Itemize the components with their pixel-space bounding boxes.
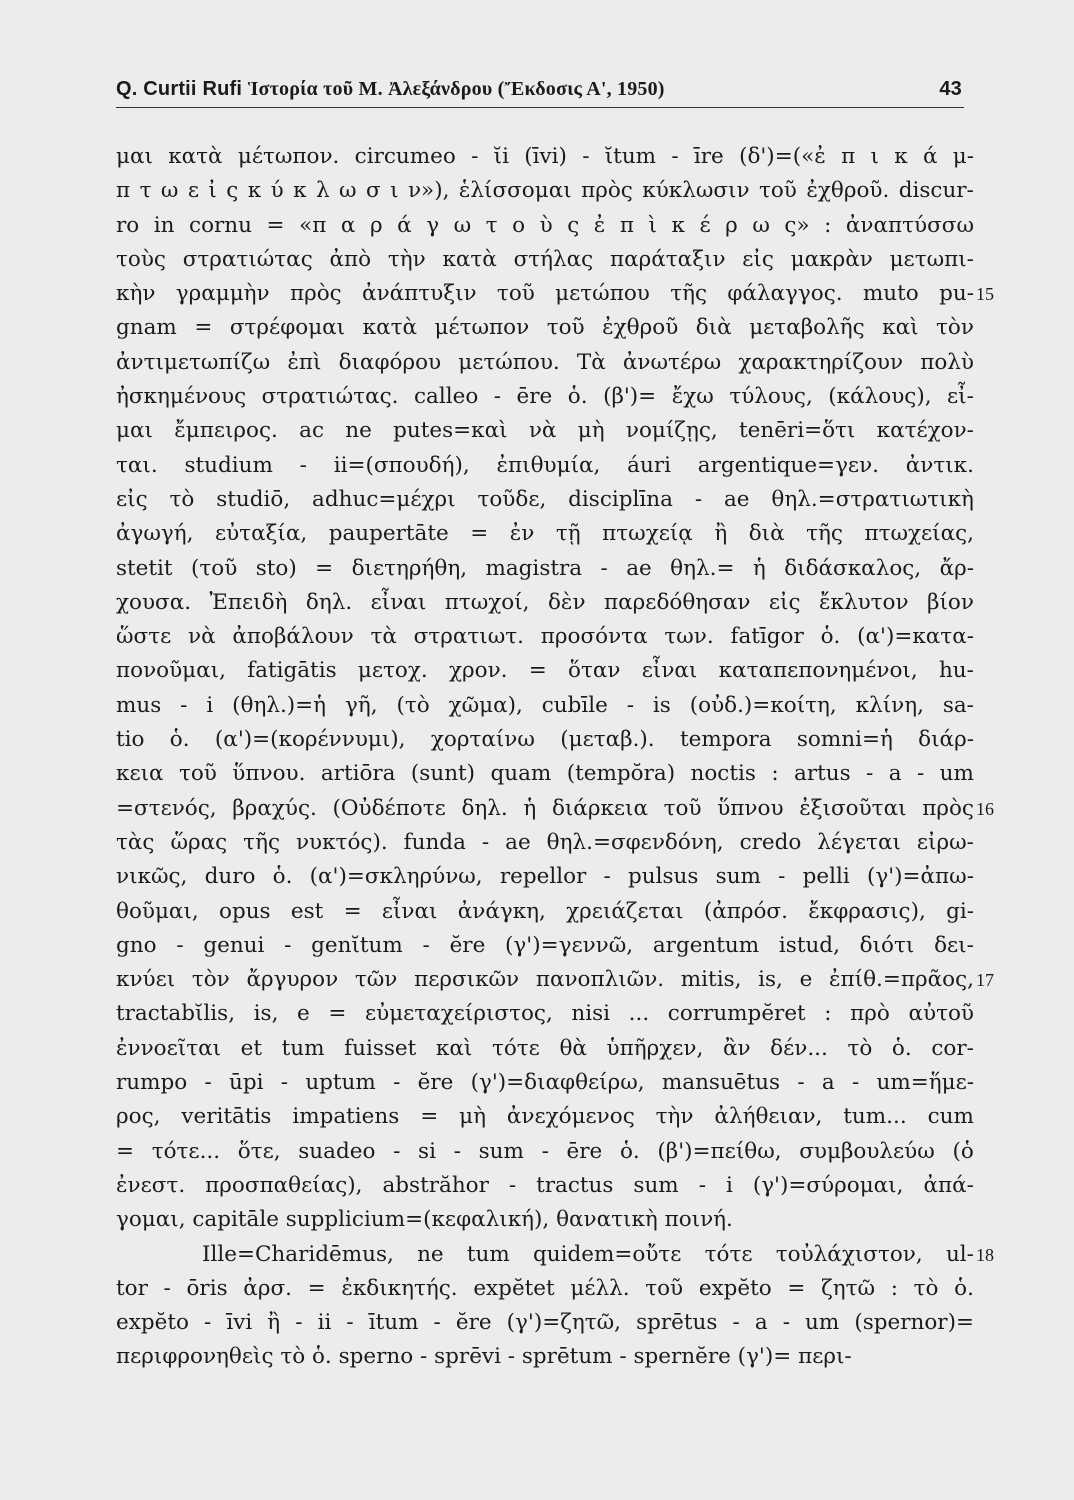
text-line: ἠσκημένους στρατιώτας. calleo - ēre ὁ. (β')= ἔχω τύλους, (κάλους), εἶ-	[116, 384, 974, 410]
text-line: = τότε... ὅτε, suadeo - si - sum - ēre ὁ. (β')=πείθω, συμβουλεύω (ὁ	[116, 1138, 974, 1164]
section-number: 17	[976, 970, 994, 991]
text-line: τὰς ὥρας τῆς νυκτός). funda - ae θηλ.=σφενδόνη, credo λέγεται εἰρω-	[116, 829, 974, 855]
text-line: θοῦμαι, opus est = εἶναι ἀνάγκη, χρειάζεται (ἀπρόσ. ἔκφρασις), gi-	[116, 898, 974, 924]
text-line: γομαι, capitāle supplicium=(κεφαλική), θανατικὴ ποινή.	[116, 1207, 733, 1233]
text-line: εἰς τὸ studiō, adhuc=μέχρι τοῦδε, disciplīna - ae θηλ.=στρατιωτικὴ	[116, 486, 974, 512]
text-line: tor - ōris ἀρσ. = ἐκδικητής. expĕtet μέλλ. τοῦ expĕto = ζητῶ : τὸ ὁ.	[116, 1275, 974, 1301]
text-line: ρος, veritātis impatiens = μὴ ἀνεχόμενος τὴν ἀλήθειαν, tum... cum	[116, 1104, 974, 1130]
text-line: mus - i (θηλ.)=ἡ γῆ, (τὸ χῶμα), cubīle - is (οὐδ.)=κοίτη, κλίνη, sa-	[116, 692, 974, 718]
text-line: τοὺς στρατιώτας ἀπὸ τὴν κατὰ στήλας παράταξιν εἰς μακρὰν μετωπι-	[116, 246, 974, 272]
text-line: χουσα. Ἐπειδὴ δηλ. εἶναι πτωχοί, δὲν παρεδόθησαν εἰς ἔκλυτον βίον	[116, 589, 974, 615]
header-rule	[116, 107, 964, 108]
text-line: rumpo - ūpi - uptum - ĕre (γ')=διαφθείρω, mansuētus - a - um=ἥμε-	[116, 1070, 974, 1096]
text-line: gnam = στρέφομαι κατὰ μέτωπον τοῦ ἐχθροῦ διὰ μεταβολῆς καὶ τὸν	[116, 315, 974, 341]
text-line: ται. studium - ii=(σπουδή), ἐπιθυμία, áuri argentique=γεν. ἀντικ.	[116, 452, 974, 478]
running-header	[116, 78, 962, 101]
text-line: περιφρονηθεὶς τὸ ὁ. sperno - sprēvi - sprētum - spernĕre (γ')= περι-	[116, 1344, 852, 1370]
text-line: κεια τοῦ ὕπνου. artiōra (sunt) quam (tempŏra) noctis : artus - a - um	[116, 761, 974, 787]
text-line: νικῶς, duro ὁ. (α')=σκληρύνω, repellor - pulsus sum - pelli (γ')=ἀπω-	[116, 864, 974, 890]
header-title	[116, 78, 665, 101]
page-number: 43	[939, 78, 962, 100]
text-line: gno - genui - genῐtum - ĕre (γ')=γεννῶ, argentum istud, διότι δει-	[116, 932, 974, 958]
section-number: 18	[976, 1244, 994, 1265]
text-line: =στενός, βραχύς. (Οὐδέποτε δηλ. ἡ διάρκεια τοῦ ὕπνου ἐξισοῦται πρὸς	[116, 795, 974, 821]
text-line: ἀγωγή, εὐταξία, paupertāte = ἐν τῇ πτωχείᾳ ἢ διὰ τῆς πτωχείας,	[116, 521, 974, 547]
header-title-greek: Ἱστορία τοῦ Μ. Ἀλεξάνδρου (Ἔκδοσις Α', 1950)	[247, 78, 665, 100]
section-number: 15	[976, 284, 994, 305]
text-line: κνύει τὸν ἄργυρον τῶν περσικῶν πανοπλιῶν. mitis, is, e ἐπίθ.=πρᾶος,	[116, 967, 974, 993]
text-line: ἐνεστ. προσπαθείας), abstrăhor - tractus sum - i (γ')=σύρομαι, ἀπά-	[116, 1172, 974, 1198]
text-line: ὥστε νὰ ἀποβάλουν τὰ στρατιωτ. προσόντα των. fatīgor ὁ. (α')=κατα-	[116, 624, 974, 650]
header-title-latin: Q. Curtii Rufi	[116, 78, 243, 100]
text-line: tio ὁ. (α')=(κορέννυμι), χορταίνω (μεταβ.). tempora somni=ἡ διάρ-	[116, 727, 974, 753]
commentary-text	[116, 140, 974, 1375]
text-line: πονοῦμαι, fatigātis μετοχ. χρον. = ὅταν εἶναι καταπεπονημένοι, hu-	[116, 658, 974, 684]
text-line: ro in cornu = «π α ρ ά γ ω τ ο ὺ ς ἐ π ὶ κ έ ρ ω ς» : ἀναπτύσσω	[116, 212, 974, 238]
text-line: μαι κατὰ μέτωπον. circumeo - ῐi (īvi) - ῐtum - īre (δ')=(«ἐ π ι κ ά μ-	[116, 144, 974, 169]
text-line: κὴν γραμμὴν πρὸς ἀνάπτυξιν τοῦ μετώπου τῆς φάλαγγος. muto pu-	[116, 281, 974, 307]
section-number: 16	[976, 798, 994, 819]
text-line: expĕto - īvi ἢ - ii - ītum - ĕre (γ')=ζητῶ, sprētus - a - um (spernor)=	[116, 1310, 974, 1336]
text-line: stetit (τοῦ sto) = διετηρήθη, magistra - ae θηλ.= ἡ διδάσκαλος, ἄρ-	[116, 555, 974, 581]
text-line: ἀντιμετωπίζω ἐπὶ διαφόρου μετώπου. Τὰ ἀνωτέρω χαρακτηρίζουν πολὺ	[116, 349, 974, 375]
text-line: tractabῐlis, is, e = εὐμεταχείριστος, nisi ... corrumpĕret : πρὸ αὐτοῦ	[116, 1001, 974, 1027]
text-line: Ille=Charidēmus, ne tum quidem=οὔτε τότε τοὐλάχιστον, ul-	[202, 1241, 974, 1267]
text-line: μαι ἔμπειρος. ac ne putes=καὶ νὰ μὴ νομίζῃς, tenēri=ὅτι κατέχον-	[116, 418, 974, 444]
text-line: ἐννοεῖται et tum fuisset καὶ τότε θὰ ὑπῆρχεν, ἂν δέν... τὸ ὁ. cor-	[116, 1035, 974, 1061]
text-line: π τ ω ε ἰ ς κ ύ κ λ ω σ ι ν»), ἑλίσσομαι πρὸς κύκλωσιν τοῦ ἐχθροῦ. discur-	[116, 178, 974, 204]
